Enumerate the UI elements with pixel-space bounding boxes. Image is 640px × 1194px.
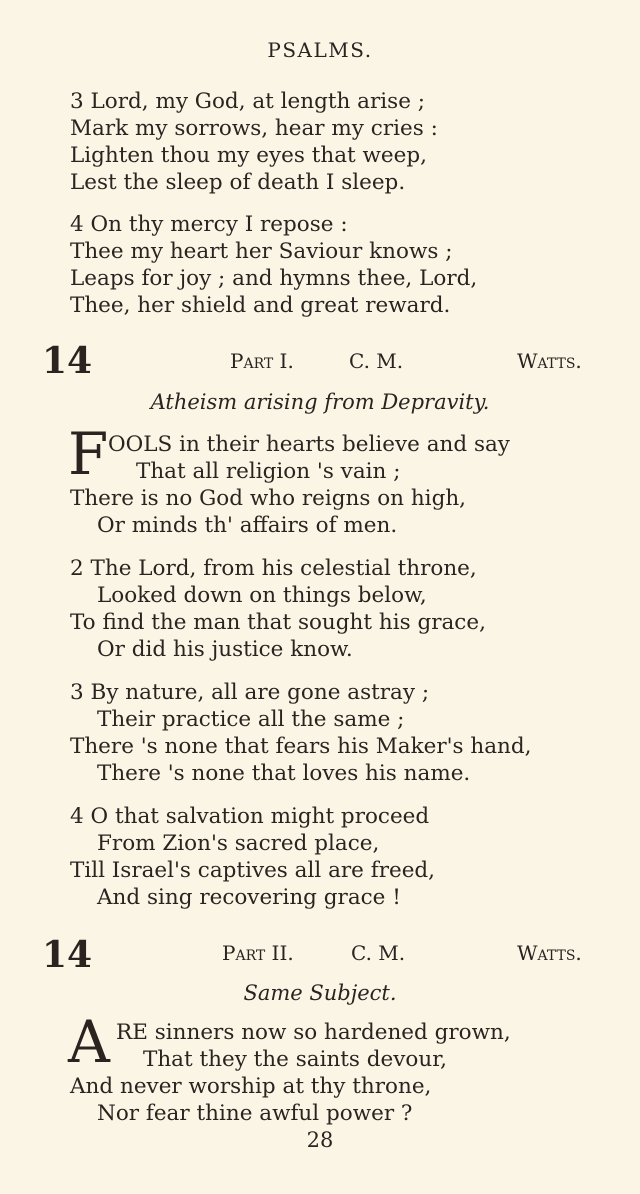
hymn-subtitle: Atheism arising from Depravity.	[150, 390, 490, 414]
verse-line: Thee, her shield and great reward.	[70, 293, 451, 318]
verse-line: Or minds th' affairs of men.	[97, 513, 398, 538]
verse-line: And sing recovering grace !	[97, 885, 401, 910]
verse-line: OOLS in their hearts believe and say	[108, 432, 510, 457]
verse-line: 3 Lord, my God, at length arise ;	[70, 89, 425, 114]
verse-line: That they the saints devour,	[143, 1047, 447, 1072]
running-header: PSALMS.	[267, 38, 373, 62]
verse-line: There 's none that fears his Maker's hand,	[70, 734, 532, 759]
hymn-number: 14	[42, 934, 93, 976]
page-number: 28	[306, 1128, 334, 1152]
drop-cap: F	[68, 420, 109, 488]
hymn-part: Part II.	[222, 941, 294, 965]
verse-line: And never worship at thy throne,	[70, 1074, 432, 1099]
verse-line: 4 O that salvation might proceed	[70, 804, 430, 829]
hymn-part: Part I.	[230, 349, 294, 373]
hymn-number: 14	[42, 340, 93, 382]
verse-line: Till Israel's captives all are freed,	[70, 858, 436, 883]
hymn-subtitle: Same Subject.	[243, 981, 397, 1005]
hymn-meter: C. M.	[349, 349, 404, 373]
verse-line: 4 On thy mercy I repose :	[70, 212, 348, 237]
verse-line: Thee my heart her Saviour knows ;	[70, 239, 453, 264]
verse-line: 3 By nature, all are gone astray ;	[70, 680, 430, 705]
hymn-author: Watts.	[517, 349, 582, 373]
verse-line: 2 The Lord, from his celestial throne,	[70, 556, 477, 581]
verse-line: That all religion 's vain ;	[136, 459, 401, 484]
verse-line: RE sinners now so hardened grown,	[116, 1020, 511, 1045]
verse-line: Lighten thou my eyes that weep,	[70, 143, 427, 168]
verse-line: There is no God who reigns on high,	[70, 486, 467, 511]
verse-line: To find the man that sought his grace,	[70, 610, 486, 635]
verse-line: Looked down on things below,	[97, 583, 427, 608]
verse-line: Nor fear thine awful power ?	[97, 1101, 413, 1126]
verse-line: From Zion's sacred place,	[97, 831, 380, 856]
hymn-author: Watts.	[517, 941, 582, 965]
verse-line: Lest the sleep of death I sleep.	[70, 170, 406, 195]
verse-line: Or did his justice know.	[97, 637, 353, 662]
verse-line: Mark my sorrows, hear my cries :	[70, 116, 438, 141]
verse-line: Leaps for joy ; and hymns thee, Lord,	[70, 266, 478, 291]
drop-cap: A	[68, 1008, 110, 1076]
hymn-meter: C. M.	[351, 941, 406, 965]
verse-line: Their practice all the same ;	[97, 707, 405, 732]
verse-line: There 's none that loves his name.	[97, 761, 471, 786]
